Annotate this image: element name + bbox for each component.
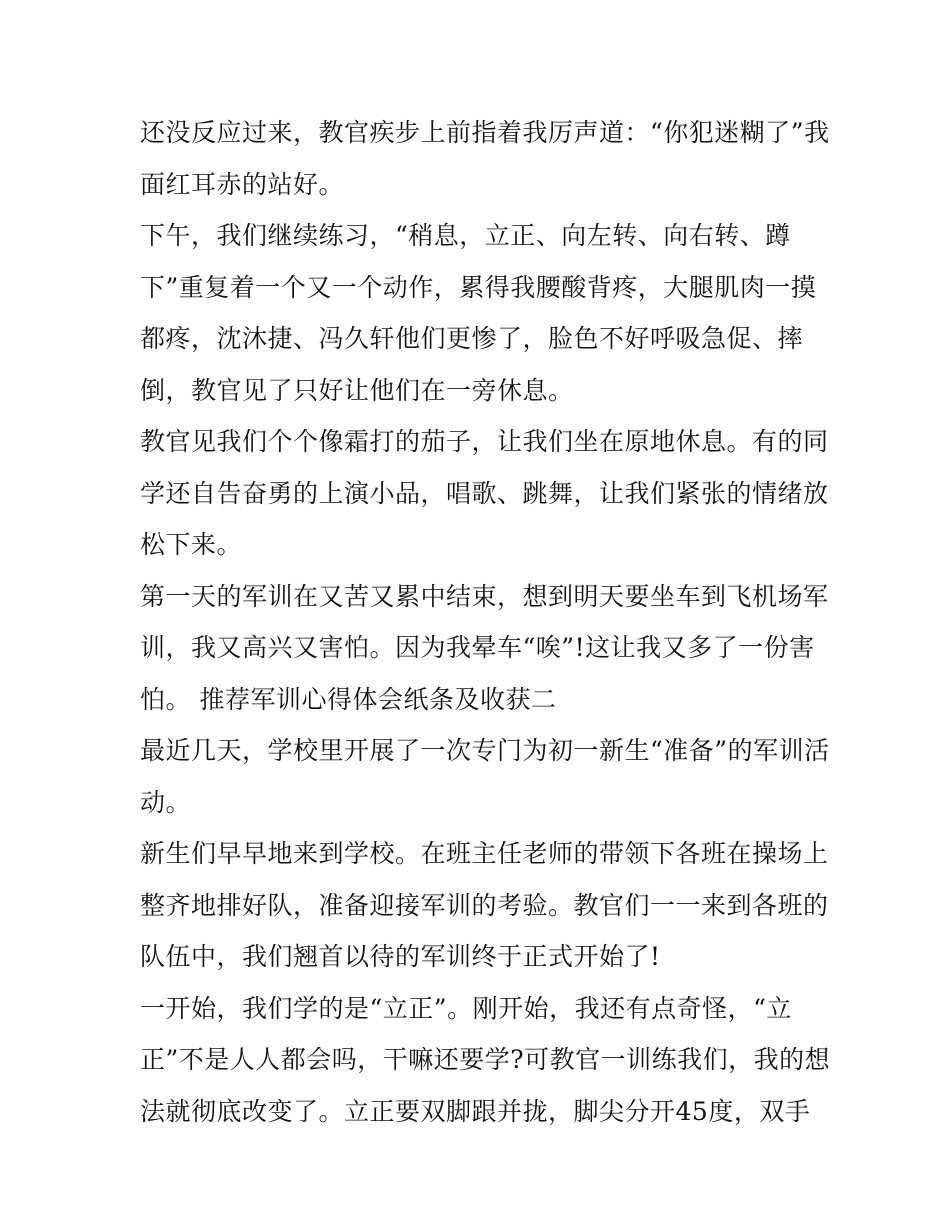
text-line: 面红耳赤的站好。 <box>140 169 345 199</box>
text-line: 最近几天，学校里开展了一次专门为初一新生“准备”的军训活 <box>140 736 830 765</box>
text-line: 训，我又高兴又害怕。因为我晕车“唉”!这让我又多了一份害 <box>140 633 815 662</box>
text-line: 怕。 推荐军训心得体会纸条及收获二 <box>140 684 557 714</box>
body-text <box>140 107 831 1137</box>
text-line: 一开始，我们学的是“立正”。刚开始，我还有点奇怪，“立 <box>140 993 792 1023</box>
text-line: 整齐地排好队，准备迎接军训的考验。教官们一一来到各班的 <box>140 890 829 920</box>
text-line: 队伍中，我们翘首以待的军训终于正式开始了! <box>140 942 661 971</box>
text-line: 动。 <box>140 787 192 817</box>
text-line: 学还自告奋勇的上演小品，唱歌、跳舞，让我们紧张的情绪放 <box>140 478 829 508</box>
text-line: 新生们早早地来到学校。在班主任老师的带领下各班在操场上 <box>140 839 829 868</box>
text-line: 都疼，沈沐捷、冯久轩他们更惨了，脸色不好呼吸急促、摔 <box>140 324 804 353</box>
text-line: 教官见我们个个像霜打的茄子，让我们坐在原地休息。有的同 <box>140 427 829 456</box>
text-line: 倒，教官见了只好让他们在一旁休息。 <box>140 375 574 405</box>
text-line: 下”重复着一个又一个动作，累得我腰酸背疼，大腿肌肉一摸 <box>140 272 817 302</box>
text-line: 松下来。 <box>140 530 243 559</box>
text-line: 还没反应过来，教官疾步上前指着我厉声道：“你犯迷糊了”我 <box>140 118 830 147</box>
text-line: 正”不是人人都会吗，干嘛还要学?可教官一训练我们，我的想 <box>140 1045 831 1074</box>
text-line: 第一天的军训在又苦又累中结束，想到明天要坐车到飞机场军 <box>140 581 829 611</box>
text-line: 法就彻底改变了。立正要双脚跟并拢，脚尖分开45度，双手 <box>140 1096 811 1126</box>
text-line: 下午，我们继续练习，“稍息，立正、向左转、向右转、蹲 <box>140 221 791 250</box>
